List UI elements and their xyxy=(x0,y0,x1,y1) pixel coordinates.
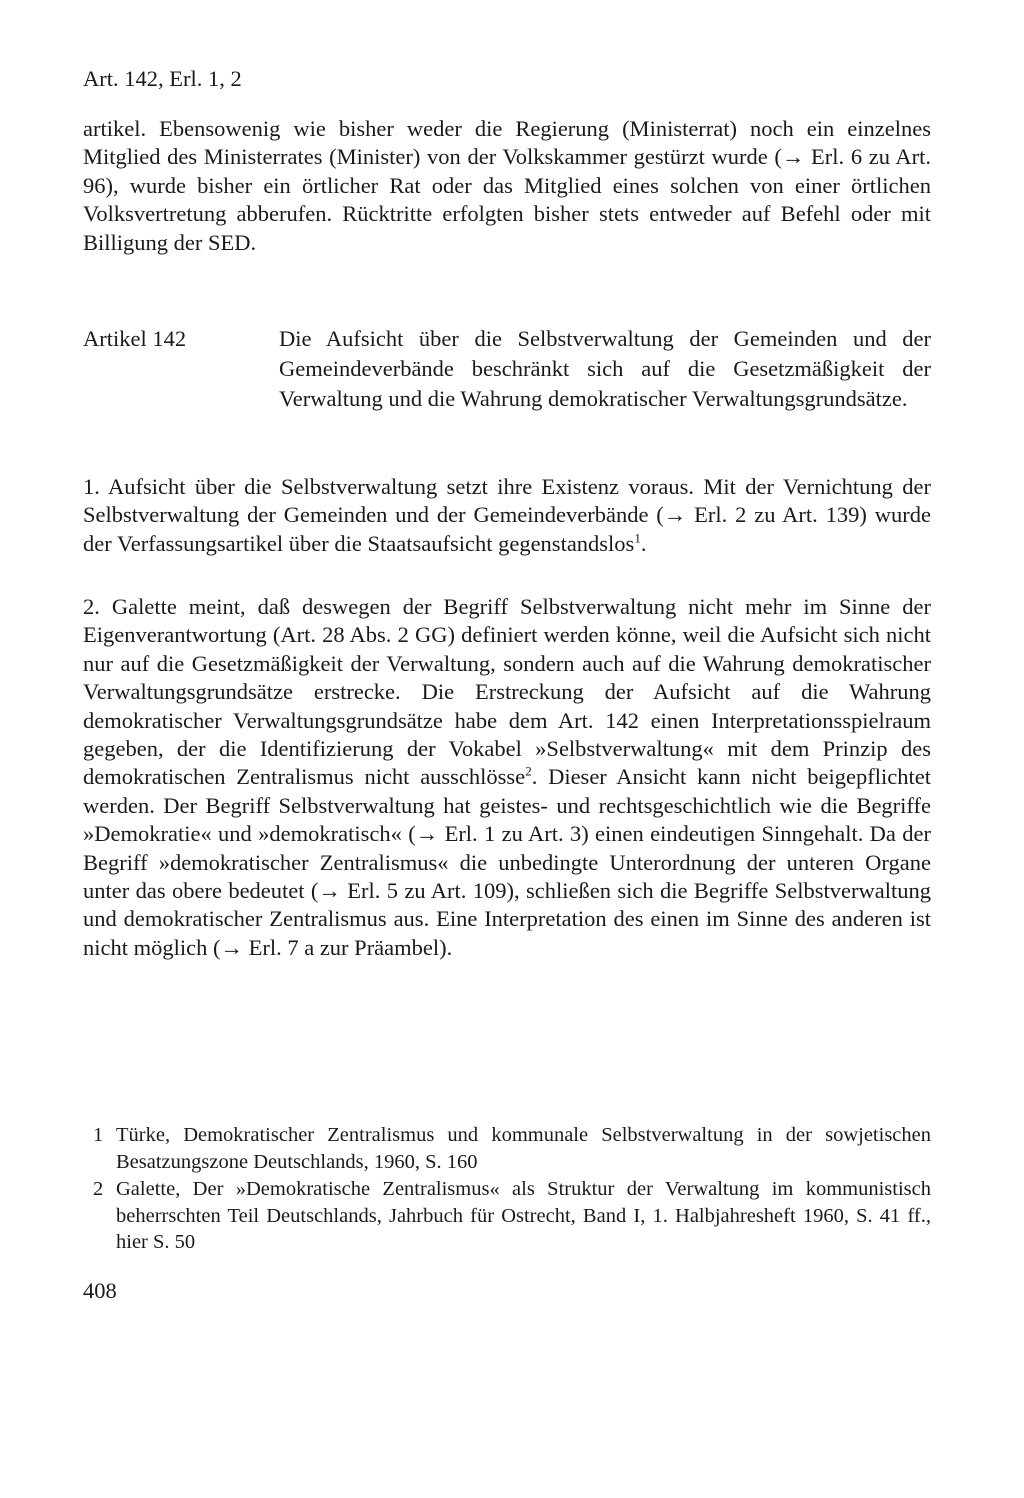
footnote-number: 1 xyxy=(93,1124,104,1146)
article-text: Die Aufsicht über die Selbstverwaltung der Gemeinden und der Gemeindeverbände beschränkt sich auf die Gesetzmäßigkeit der Verwaltung und die Wahrung demokratischer Verwaltungsgrundsätze. xyxy=(279,326,931,411)
note-2-part2: . Dieser Ansicht kann nicht beigepflichtet werden. Der Begriff Selbstverwaltung hat geistes- und rechtsgeschichtlich wie die Begriffe »Demokratie« und »demokratisch« (→ Erl. 1 zu Art. 3) einen eindeutigen Sinngehalt. Da der Begriff »demokratischer Zentralismus« die unbedingte Unterordnung der unteren Organe unter das obere bedeutet (→ Erl. 5 zu Art. 109), schließen sich die Begriffe Selbstverwaltung und demokratischer Zentralismus aus. Eine Interpretation des einen im Sinne des anderen ist nicht möglich (→ Erl. 7 a zur Präambel). xyxy=(83,764,931,960)
footnote-2 xyxy=(93,1176,931,1256)
note-1-end: . xyxy=(640,530,647,556)
running-head: Art. 142, Erl. 1, 2 xyxy=(83,66,242,91)
footnote-ref-2: 2 xyxy=(525,763,532,779)
note-1 xyxy=(83,473,931,558)
article-label: Artikel 142 xyxy=(83,326,187,351)
intro-paragraph: artikel. Ebensowenig wie bisher weder die Regierung (Ministerrat) noch ein einzelnes Mitglied des Ministerrates (Minister) von der Volkskammer gestürzt wurde (→ Erl. 6 zu Art. 96), wurde bisher ein örtlicher Rat oder das Mitglied eines solchen von einer örtlichen Volksvertretung abberufen. Rücktritte erfolgten bisher stets entweder auf Befehl oder mit Billigung der SED. xyxy=(83,116,931,255)
footnote-ref-1: 1 xyxy=(634,530,641,546)
footnote-number: 2 xyxy=(93,1178,104,1200)
footnote-text: Galette, Der »Demokratische Zentralismus« als Struktur der Verwaltung im kommunistisch beherrschten Teil Deutschlands, Jahrbuch für Ostrecht, Band I, 1. Halbjahresheft 1960, S. 41 ff., hier S. 50 xyxy=(116,1178,931,1253)
note-1-text: 1. Aufsicht über die Selbstverwaltung setzt ihre Existenz voraus. Mit der Vernichtung der Selbstverwaltung der Gemeinden und der Gemeindeverbände (→ Erl. 2 zu Art. 139) wurde der Verfassungsartikel über die Staatsaufsicht gegenstandslos xyxy=(83,474,931,556)
footnote-1 xyxy=(93,1122,931,1175)
note-2 xyxy=(83,593,931,962)
note-2-part1: 2. Galette meint, daß deswegen der Begriff Selbstverwaltung nicht mehr im Sinne der Eigenverantwortung (Art. 28 Abs. 2 GG) definiert werden könne, weil die Aufsicht sich nicht nur auf die Gesetzmäßigkeit der Verwaltung, sondern auch auf die Wahrung demokratischer Verwaltungsgrundsätze erstrecke. Die Erstreckung der Aufsicht auf die Wahrung demokratischer Verwaltungsgrundsätze habe dem Art. 142 einen Interpretationsspielraum gegeben, der die Identifizierung der Vokabel »Selbstverwaltung« mit dem Prinzip des demokratischen Zentralismus nicht ausschlösse xyxy=(83,594,931,790)
footnote-text: Türke, Demokratischer Zentralismus und kommunale Selbstverwaltung in der sowjetischen Besatzungszone Deutschlands, 1960, S. 160 xyxy=(116,1124,931,1173)
page-number: 408 xyxy=(83,1278,117,1303)
